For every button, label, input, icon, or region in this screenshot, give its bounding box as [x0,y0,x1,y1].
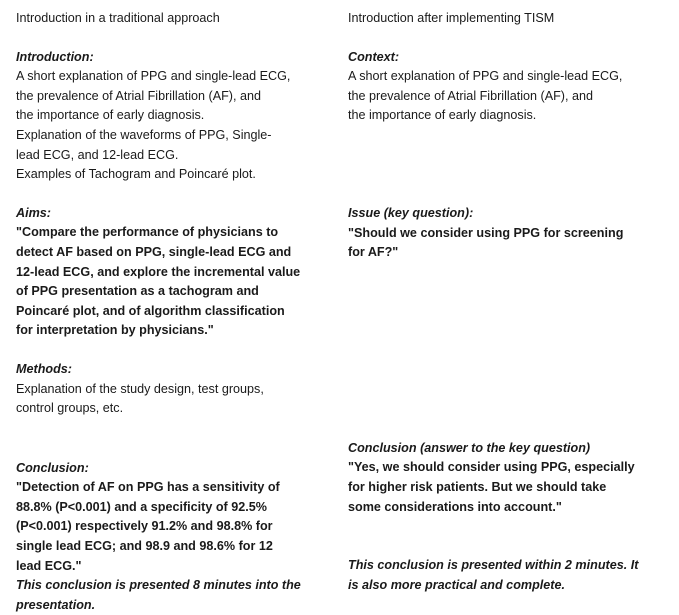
aims-label: Aims: [16,205,51,220]
text-line: control groups, etc. [16,401,124,416]
text-line: 88.8% (P<0.001) and a specificity of 92.5% [16,499,267,514]
conclusion-label: Conclusion: [16,460,89,475]
aims-section [16,204,334,341]
text-line: Poincaré plot, and of algorithm classification [16,303,285,318]
text-line: the importance of early diagnosis. [348,108,537,123]
text-line: is also more practical and complete. [348,577,565,592]
text-line: Explanation of the waveforms of PPG, Single- [16,127,272,142]
conclusion-text [16,478,334,576]
text-line: of PPG presentation as a tachogram and [16,284,259,299]
conclusion-section [16,459,334,615]
text-line: "Should we consider using PPG for screening [348,225,624,240]
introduction-text [16,67,334,185]
tism-column-title: Introduction after implementing TISM [348,11,555,25]
text-line: detect AF based on PPG, single-lead ECG and [16,244,292,259]
text-line: for interpretation by physicians." [16,323,214,338]
issue-text [348,224,666,263]
text-line: Explanation of the study design, test groups, [16,381,264,396]
methods-label: Methods: [16,361,72,376]
issue-label: Issue (key question): [348,205,474,220]
answer-text [348,458,666,517]
tism-column [348,9,666,595]
text-line: "Compare the performance of physicians to [16,225,279,240]
answer-label: Conclusion (answer to the key question) [348,440,591,455]
text-line: Examples of Tachogram and Poincaré plot. [16,167,256,182]
answer-timing-note [348,556,666,595]
methods-text [16,380,334,419]
text-line: 12-lead ECG, and explore the incremental value [16,264,301,279]
text-line: This conclusion is presented within 2 minutes. It [348,558,639,573]
context-text [348,67,666,126]
text-line: some considerations into account." [348,499,562,514]
introduction-label: Introduction: [16,49,94,64]
introduction-section [16,48,334,185]
text-line: for higher risk patients. But we should take [348,479,607,494]
context-label: Context: [348,49,400,64]
text-line: the prevalence of Atrial Fibrillation (AF), and [348,88,593,103]
context-section [348,48,666,126]
text-line: lead ECG." [16,558,82,573]
text-line: A short explanation of PPG and single-lead ECG, [348,69,623,84]
text-line: the prevalence of Atrial Fibrillation (AF), and [16,88,261,103]
text-line: A short explanation of PPG and single-lead ECG, [16,69,291,84]
text-line: the importance of early diagnosis. [16,108,205,123]
text-line: (P<0.001) respectively 91.2% and 98.8% for [16,519,273,534]
text-line: This conclusion is presented 8 minutes into the [16,578,301,593]
issue-section [348,204,666,263]
text-line: lead ECG, and 12-lead ECG. [16,147,179,162]
text-line: single lead ECG; and 98.9 and 98.6% for 12 [16,539,273,554]
methods-section [16,360,334,419]
traditional-column-title: Introduction in a traditional approach [16,11,220,25]
conclusion-timing-note [16,576,334,615]
text-line: presentation. [16,597,96,612]
text-line: for AF?" [348,245,399,260]
aims-text [16,223,334,341]
answer-section [348,439,666,596]
text-line: "Detection of AF on PPG has a sensitivity of [16,480,280,495]
traditional-column [16,9,334,615]
text-line: "Yes, we should consider using PPG, especially [348,460,635,475]
